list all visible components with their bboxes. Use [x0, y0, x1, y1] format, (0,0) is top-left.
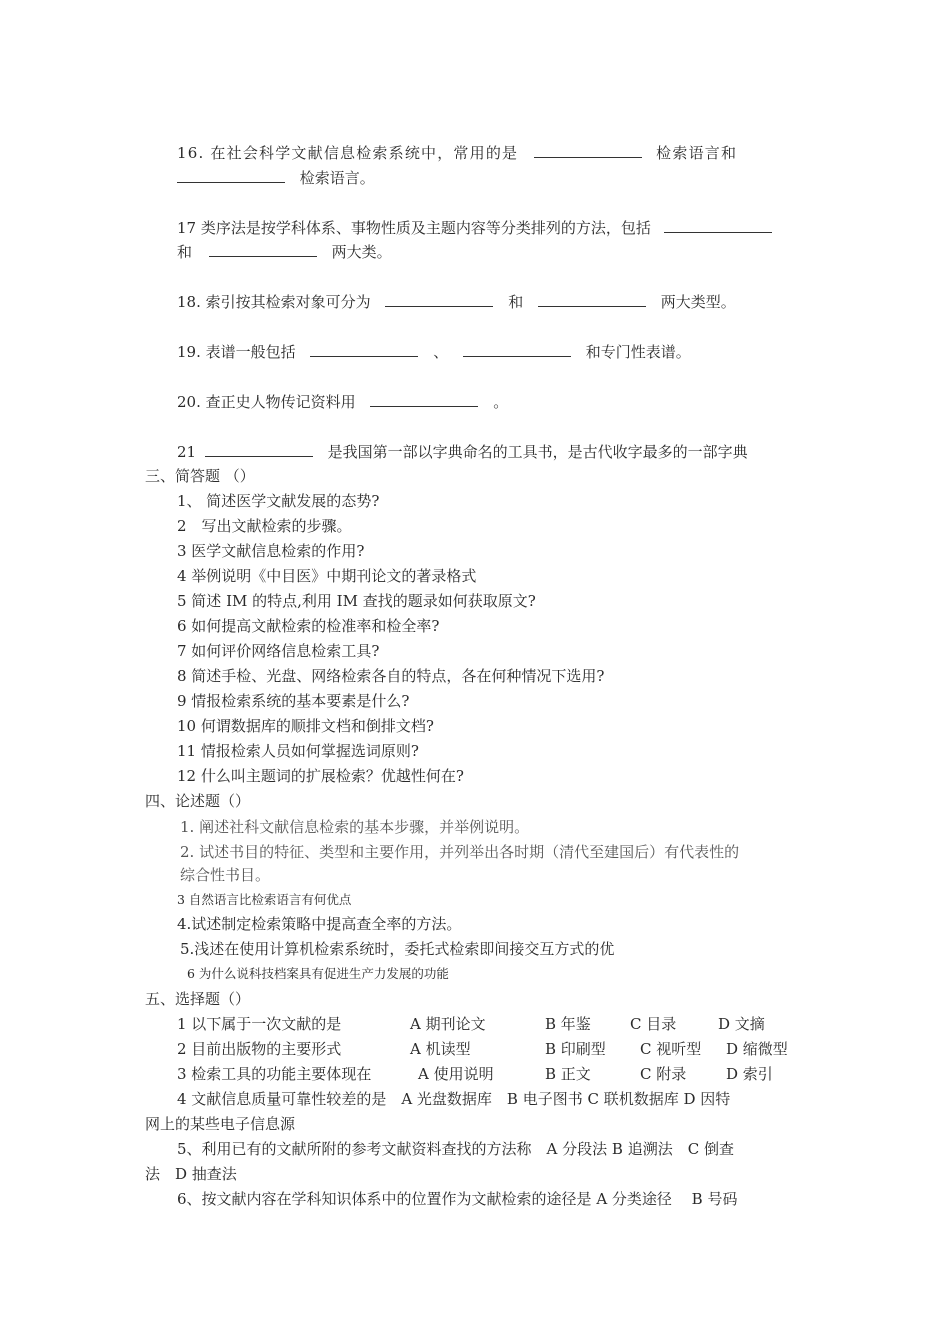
q16-prefix: 16. 在社会科学文献信息检索系统中，常用的是	[177, 144, 519, 162]
q18-blank-2	[538, 292, 646, 307]
q18-suffix: 两大类型。	[660, 293, 736, 311]
choice-question-6-line1: 6、按文献内容在学科知识体系中的位置作为文献检索的途径是 A 分类途径 B 号码	[177, 1190, 738, 1208]
q3-option-d: D 索引	[726, 1065, 773, 1083]
list-item: 12 什么叫主题词的扩展检索？优越性何在?	[177, 767, 464, 785]
q17-prefix: 17 类序法是按学科体系、事物性质及主题内容等分类排列的方法，包括	[177, 219, 651, 237]
q2-option-b: B 印刷型	[545, 1040, 606, 1058]
question-19	[177, 342, 691, 362]
q1-option-b: B 年鉴	[545, 1015, 591, 1033]
choice-question-4-line1: 4 文献信息质量可靠性较差的是 A 光盘数据库 B 电子图书 C 联机数据库 D 因特	[177, 1090, 731, 1108]
essay-item-1: 1. 阐述社科文献信息检索的基本步骤，并举例说明。	[180, 818, 530, 836]
section-4-title: 四、论述题（）	[145, 792, 251, 810]
q17-blank-2	[209, 242, 317, 257]
q17-blank-1	[664, 218, 772, 233]
q3-stem: 3 检索工具的功能主要体现在	[177, 1065, 372, 1083]
list-item: 11 情报检索人员如何掌握选词原则?	[177, 742, 419, 760]
q16-mid: 检索语言和	[656, 144, 738, 162]
q1-option-d: D 文摘	[718, 1015, 765, 1033]
question-16-line2	[177, 168, 375, 188]
q3-option-b: B 正文	[545, 1065, 591, 1083]
q20-suffix: 。	[493, 393, 509, 411]
choice-question-5-line2: 法 D 抽查法	[145, 1165, 237, 1183]
q1-stem: 1 以下属于一次文献的是	[177, 1015, 342, 1033]
q19-sep: 、	[433, 343, 449, 361]
question-17-line1	[177, 218, 772, 238]
essay-item-3: 3 自然语言比检索语言有何优点	[177, 892, 352, 907]
section-3-title: 三、简答题 （）	[145, 467, 255, 485]
question-21	[177, 442, 748, 462]
list-item: 10 何谓数据库的顺排文档和倒排文档?	[177, 717, 434, 735]
q18-blank-1	[385, 292, 493, 307]
essay-item-6: 6 为什么说科技档案具有促进生产力发展的功能	[187, 966, 449, 981]
q3-option-c: C 附录	[640, 1065, 687, 1083]
question-20	[177, 392, 508, 412]
section-5-title: 五、选择题（）	[145, 990, 251, 1008]
list-item: 5 简述 IM 的特点,利用 IM 查找的题录如何获取原文?	[177, 592, 536, 610]
essay-item-4: 4.试述制定检索策略中提高查全率的方法。	[177, 915, 462, 933]
q20-prefix: 20. 查正史人物传记资料用	[177, 393, 356, 411]
q3-option-a: A 使用说明	[418, 1065, 494, 1083]
q1-option-a: A 期刊论文	[410, 1015, 486, 1033]
q19-blank-1	[310, 342, 418, 357]
list-item: 6 如何提高文献检索的检准率和检全率?	[177, 617, 440, 635]
q2-option-c: C 视听型	[640, 1040, 702, 1058]
q18-prefix: 18. 索引按其检索对象可分为	[177, 293, 371, 311]
q18-and: 和	[508, 293, 524, 311]
q1-option-c: C 目录	[630, 1015, 677, 1033]
q17-suffix: 两大类。	[331, 243, 392, 261]
q16-blank-1	[534, 143, 642, 158]
q19-prefix: 19. 表谱一般包括	[177, 343, 296, 361]
q20-blank	[370, 392, 478, 407]
q2-stem: 2 目前出版物的主要形式	[177, 1040, 342, 1058]
list-item: 8 简述手检、光盘、网络检索各自的特点，各在何种情况下选用?	[177, 667, 605, 685]
list-item: 9 情报检索系统的基本要素是什么?	[177, 692, 410, 710]
question-16-line1	[177, 143, 737, 163]
list-item: 2 写出文献检索的步骤。	[177, 517, 352, 535]
essay-item-2-line2: 综合性书目。	[180, 866, 271, 884]
question-18	[177, 292, 736, 312]
q16-blank-2	[177, 168, 285, 183]
choice-question-4-line2: 网上的某些电子信息源	[145, 1115, 296, 1133]
list-item: 1、 简述医学文献发展的态势?	[177, 492, 380, 510]
q2-option-d: D 缩微型	[726, 1040, 788, 1058]
question-17-line2	[177, 242, 392, 262]
q21-suffix: 是我国第一部以字典命名的工具书，是古代收字最多的一部字典	[327, 443, 748, 461]
q19-blank-2	[463, 342, 571, 357]
q16-suffix: 检索语言。	[299, 169, 375, 187]
q21-blank	[205, 442, 313, 457]
q17-and: 和	[177, 243, 193, 261]
q21-prefix: 21	[177, 443, 197, 461]
choice-question-5-line1: 5、利用已有的文献所附的参考文献资料查找的方法称 A 分段法 B 追溯法 C 倒查	[177, 1140, 734, 1158]
essay-item-2-line1: 2. 试述书目的特征、类型和主要作用，并列举出各时期（清代至建国后）有代表性的	[180, 843, 740, 861]
list-item: 7 如何评价网络信息检索工具?	[177, 642, 380, 660]
list-item: 4 举例说明《中目医》中期刊论文的著录格式	[177, 567, 477, 585]
q19-suffix: 和专门性表谱。	[585, 343, 691, 361]
list-item: 3 医学文献信息检索的作用?	[177, 542, 365, 560]
essay-item-5: 5.浅述在使用计算机检索系统时，委托式检索即间接交互方式的优	[180, 940, 615, 958]
q2-option-a: A 机读型	[410, 1040, 471, 1058]
